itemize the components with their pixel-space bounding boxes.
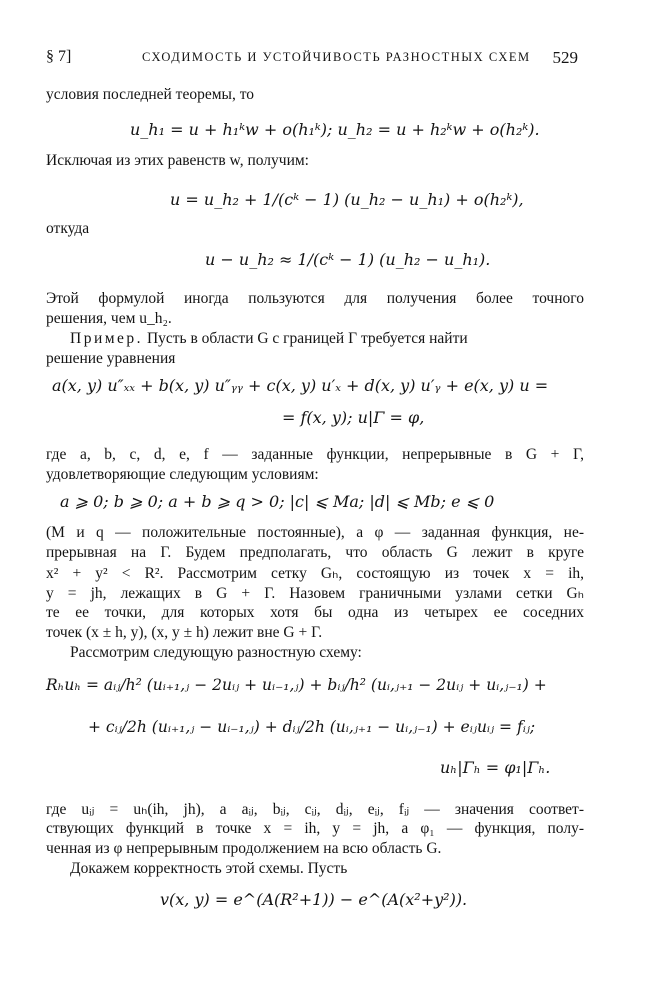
text-line: прерывная на Γ. Будем предполагать, что область G лежит в круге [46,544,584,561]
text-line: ченная из φ непрерывным продолжением на всю область G. [46,840,442,857]
text-line: x² + y² < R². Рассмотрим сетку Gₕ, состоящую из точек x = ih, [46,565,584,582]
text-line: откуда [46,220,90,237]
text-line: условия последней теоремы, то [46,86,255,103]
text-line: Исключая из этих равенств w, получим: [46,152,309,169]
text-line: те ее точки, для которых хотя бы одна из четырех ее соседних [46,604,584,621]
formula-8: + cᵢⱼ/2h (uᵢ₊₁,ⱼ − uᵢ₋₁,ⱼ) + dᵢⱼ/2h (uᵢ,ⱼ₊₁ − uᵢ,ⱼ₋₁) + eᵢⱼuᵢⱼ = fᵢⱼ; [88,718,536,736]
text-line: Рассмотрим следующую разностную схему: [70,644,362,661]
formula-1: u_h₁ = u + h₁ᵏw + o(h₁ᵏ); u_h₂ = u + h₂ᵏw + o(h₂ᵏ). [130,120,540,139]
example-label: Пример. [70,330,144,347]
text-line: где a, b, c, d, e, f — заданные функции, непрерывные в G + Γ, [46,446,584,463]
formula-4: a(x, y) u″ₓₓ + b(x, y) u″ᵧᵧ + c(x, y) u′ₓ + d(x, y) u′ᵧ + e(x, y) u = [52,376,549,395]
text-line: где uᵢⱼ = uₕ(ih, jh), а aᵢⱼ, bᵢⱼ, cᵢⱼ, dᵢⱼ, eᵢⱼ, fᵢⱼ — значения соответ- [46,801,584,818]
formula-9: uₕ|Γₕ = φ₁|Γₕ. [440,758,551,777]
text-line: решения, чем u_h₂. [46,310,172,327]
text-line: точек (x ± h, y), (x, y ± h) лежит вне G + Γ. [46,624,323,641]
section-number: § 7] [46,48,72,65]
text-line: удовлетворяющие следующим условиям: [46,466,319,483]
text-line: Этой формулой иногда пользуются для получения более точного [46,290,584,307]
formula-7: Rₕuₕ = aᵢⱼ/h² (uᵢ₊₁,ⱼ − 2uᵢⱼ + uᵢ₋₁,ⱼ) + bᵢⱼ/h² (uᵢ,ⱼ₊₁ − 2uᵢⱼ + uᵢ,ⱼ₋₁) + [46,676,547,694]
text-line: (M и q — положительные постоянные), а φ — заданная функция, не- [46,524,584,541]
running-title: СХОДИМОСТЬ И УСТОЙЧИВОСТЬ РАЗНОСТНЫХ СХЕМ [142,50,531,64]
formula-3: u − u_h₂ ≈ 1/(cᵏ − 1) (u_h₂ − u_h₁). [205,250,491,269]
formula-2: u = u_h₂ + 1/(cᵏ − 1) (u_h₂ − u_h₁) + o(h₂ᵏ), [170,190,524,209]
text-line: ствующих функций в точке x = ih, y = jh, а φ₁ — функция, полу- [46,820,584,837]
running-header [46,48,578,68]
text-line: Докажем корректность этой схемы. Пусть [70,860,348,877]
example-line [70,330,468,348]
formula-5: = f(x, y); u|Γ = φ, [282,408,425,427]
text-line: y = jh, лежащих в G + Γ. Назовем граничными узлами сетки Gₕ [46,585,584,602]
formula-6: a ⩾ 0; b ⩾ 0; a + b ⩾ q > 0; |c| ⩽ Ma; |d| ⩽ Mb; e ⩽ 0 [60,492,495,511]
text-line: решение уравнения [46,350,176,367]
page-number: 529 [552,48,578,67]
example-text: Пусть в области G с границей Γ требуется найти [146,330,468,347]
formula-10: v(x, y) = e^(A(R²+1)) − e^(A(x²+y²)). [160,890,468,909]
